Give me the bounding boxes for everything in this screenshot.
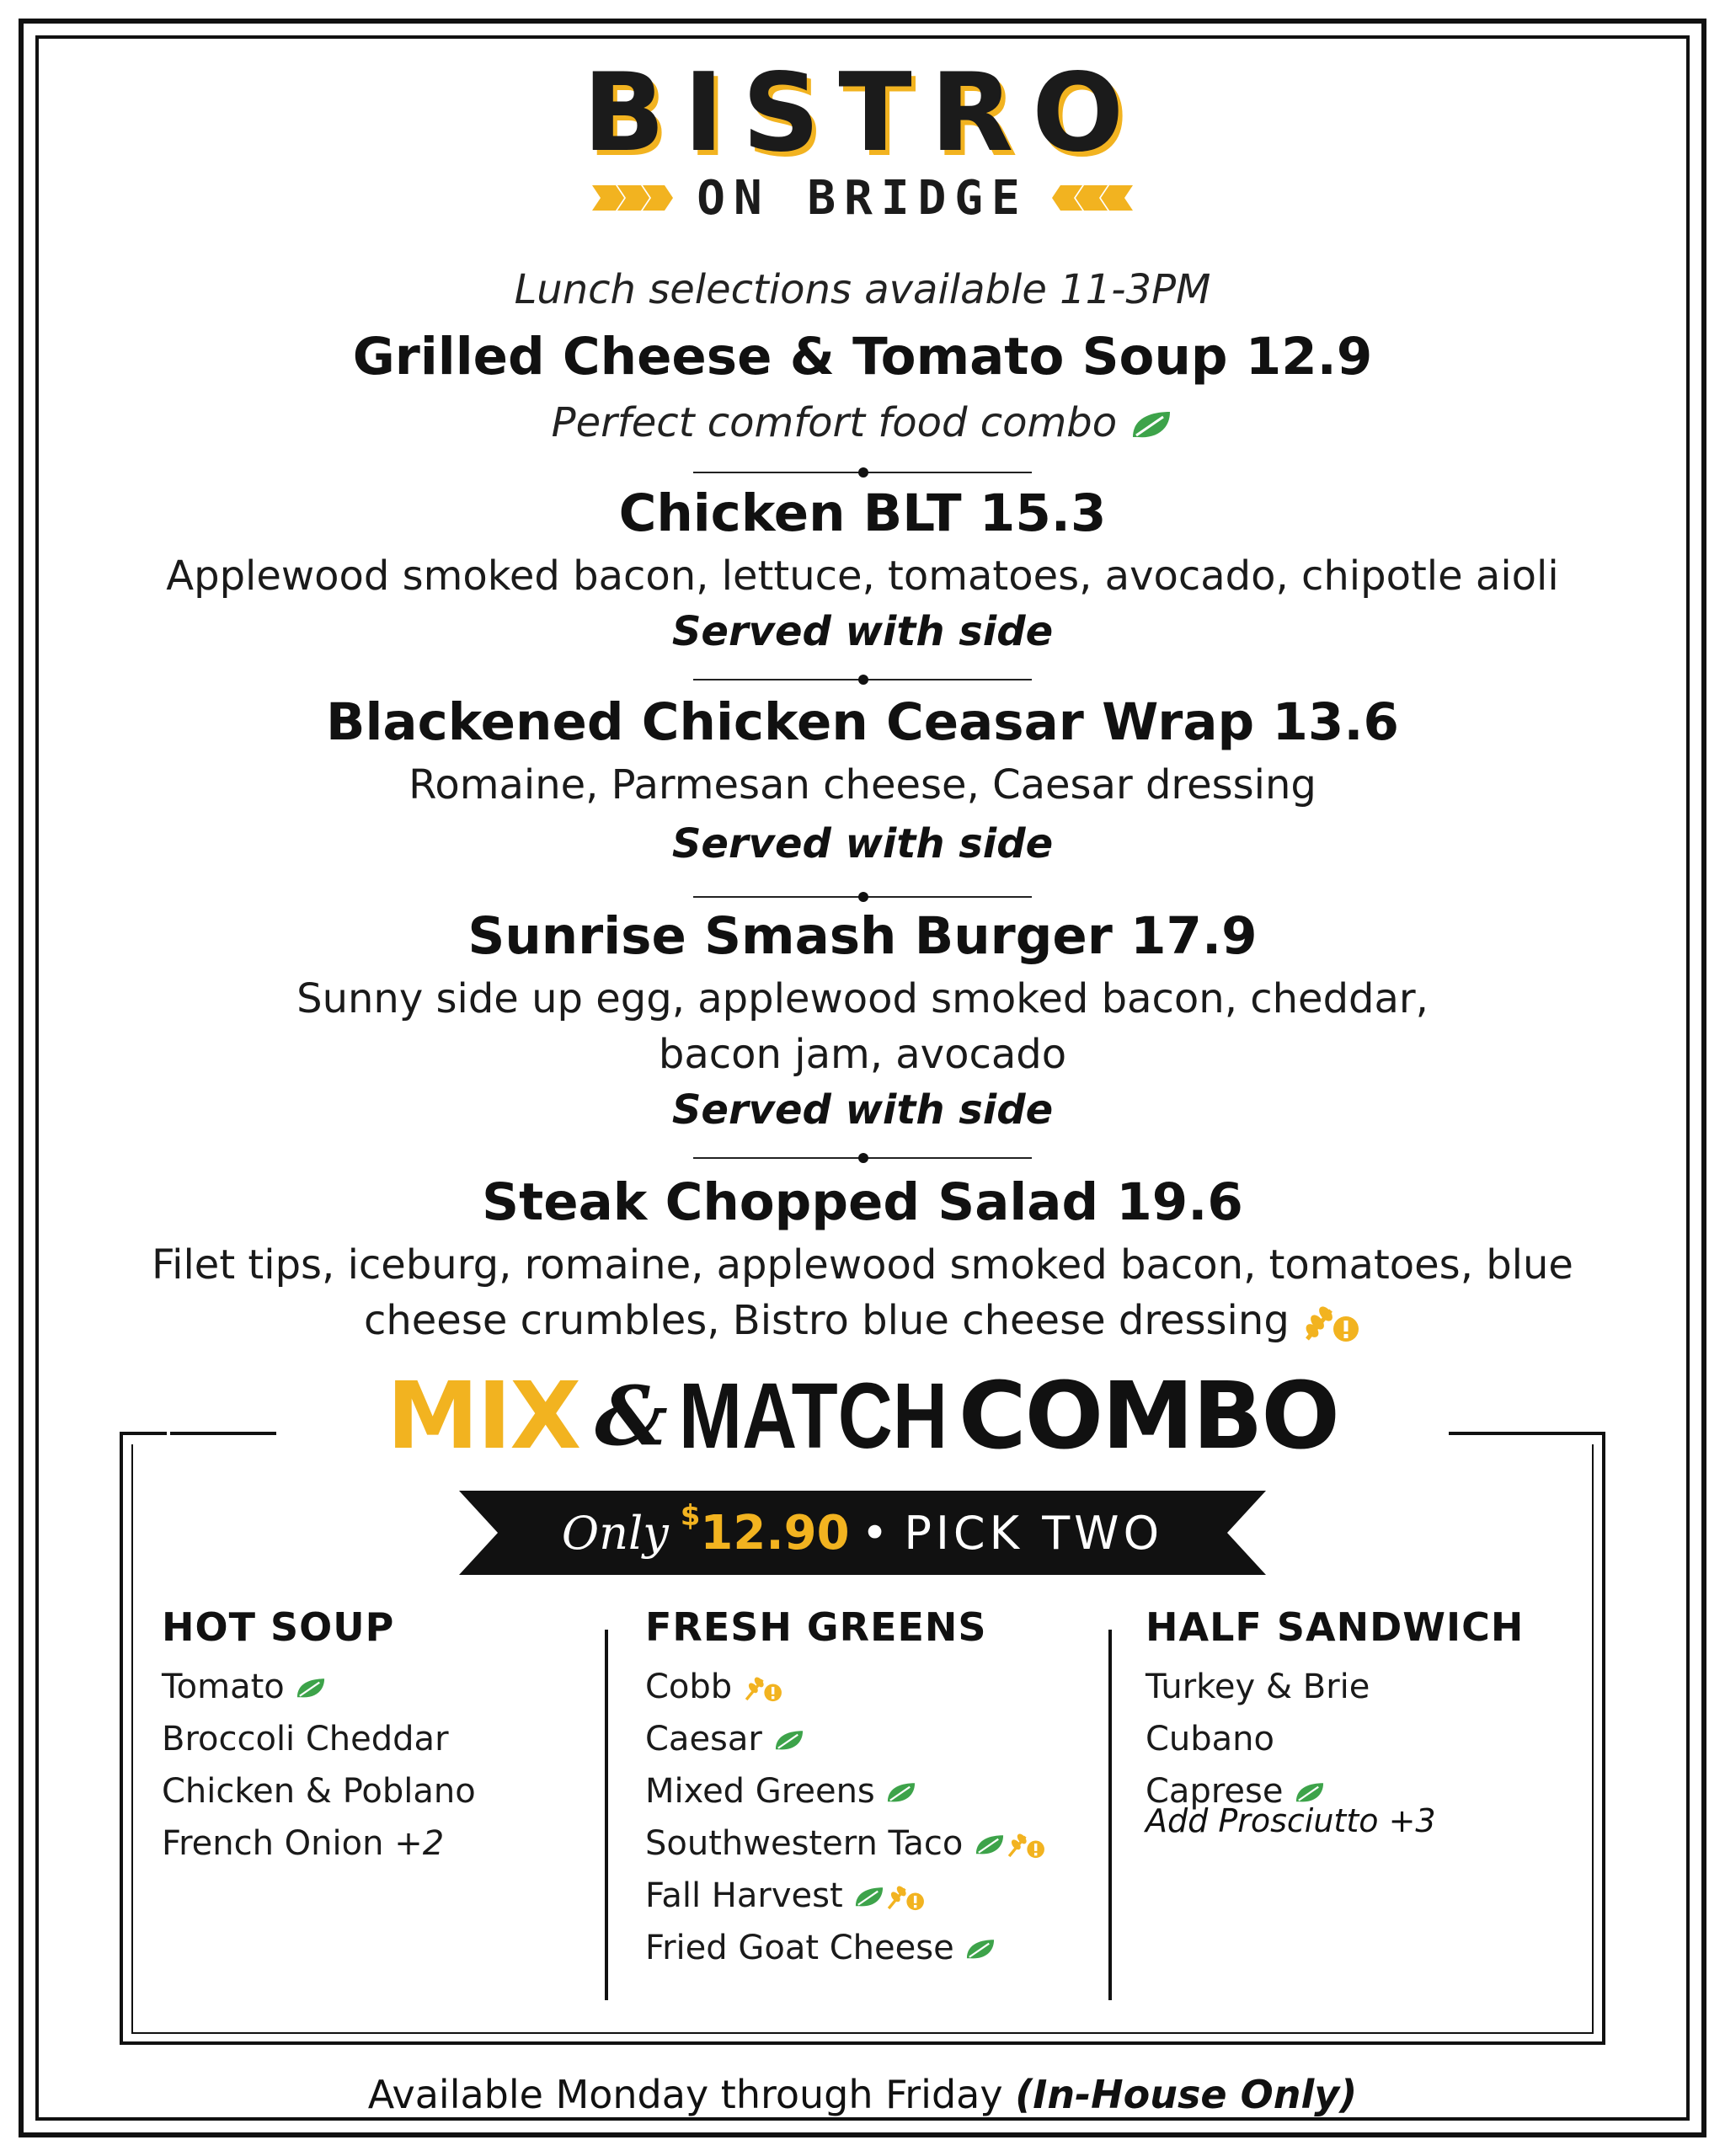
- leaf-icon: [295, 1676, 327, 1701]
- item-desc: cheese crumbles, Bistro blue cheese dressing: [363, 1297, 1290, 1344]
- item-desc: Filet tips, iceburg, romaine, applewood smoked bacon, tomatoes, blue: [152, 1241, 1573, 1289]
- banner-dot: •: [861, 1506, 893, 1560]
- column-heading-half-sandwich: HALF SANDWICH: [1146, 1604, 1525, 1650]
- combo-mix: MIX: [387, 1362, 580, 1470]
- half-sandwich-list: [1146, 1661, 1370, 1817]
- list-item: Caprese: [1146, 1765, 1370, 1817]
- column-heading-hot-soup: HOT SOUP: [162, 1604, 395, 1650]
- item-desc-row: [0, 1297, 1725, 1344]
- item-title: Blackened Chicken Ceasar Wrap 13.6: [326, 692, 1399, 752]
- leaf-icon: [773, 1728, 805, 1753]
- item-desc: Applewood smoked bacon, lettuce, tomatoes, avocado, chipotle aioli: [166, 552, 1559, 600]
- item-desc: Sunny side up egg, applewood smoked bacon, cheddar,: [296, 975, 1429, 1022]
- leaf-icon: [853, 1885, 885, 1910]
- wheat-left-icon: [592, 177, 673, 219]
- combo-amp: &: [595, 1368, 668, 1464]
- fresh-greens-list: [645, 1661, 1046, 1974]
- divider: [693, 1157, 1032, 1159]
- divider: [693, 896, 1032, 898]
- item-side-note: Served with side: [671, 608, 1054, 655]
- list-item: Turkey & Brie: [1146, 1668, 1370, 1706]
- wheat-right-icon: [1052, 177, 1133, 219]
- gluten-warning-icon: [743, 1673, 783, 1704]
- leaf-icon: [885, 1780, 917, 1806]
- column-heading-fresh-greens: FRESH GREENS: [645, 1604, 987, 1650]
- item-title: Steak Chopped Salad 19.6: [482, 1172, 1243, 1232]
- column-separator: [1108, 1630, 1112, 2000]
- item-title: Grilled Cheese & Tomato Soup 12.9: [352, 327, 1373, 387]
- list-item: French Onion +2: [162, 1824, 445, 1863]
- leaf-icon: [964, 1937, 996, 1962]
- list-item: Chicken & Poblano: [162, 1772, 476, 1811]
- upcharge: +2: [394, 1824, 445, 1863]
- combo-title: [0, 1362, 1725, 1470]
- list-item: Tomato: [162, 1661, 476, 1713]
- footer-emphasis: (In-House Only): [1015, 2072, 1358, 2117]
- gluten-warning-icon: [1302, 1302, 1361, 1344]
- list-item: Southwestern Taco: [645, 1817, 1046, 1870]
- brand-name: BISTRO: [582, 51, 1143, 176]
- divider: [693, 472, 1032, 473]
- item-desc-row: [0, 399, 1725, 446]
- brand-subtitle-row: [0, 168, 1725, 227]
- brand-sub: ON BRIDGE: [697, 170, 1028, 226]
- list-item: Fall Harvest: [645, 1870, 1046, 1922]
- gluten-warning-icon: [1006, 1830, 1046, 1860]
- list-item: Mixed Greens: [645, 1765, 1046, 1817]
- hot-soup-list: [162, 1661, 476, 1870]
- item-title: Sunrise Smash Burger 17.9: [467, 906, 1258, 966]
- footer-text: Available Monday through Friday: [367, 2072, 1003, 2117]
- item-desc: Romaine, Parmesan cheese, Caesar dressing: [409, 761, 1316, 808]
- leaf-icon: [974, 1833, 1006, 1858]
- list-item: Caesar: [645, 1713, 1046, 1765]
- combo-combo: COMBO: [958, 1362, 1338, 1470]
- item-title: Chicken BLT 15.3: [618, 483, 1107, 543]
- footer-note: [0, 2072, 1725, 2117]
- item-desc: bacon jam, avocado: [658, 1031, 1067, 1078]
- gluten-warning-icon: [885, 1882, 926, 1913]
- combo-match: MATCH: [678, 1364, 948, 1468]
- list-item: Broccoli Cheddar: [162, 1720, 449, 1758]
- lunch-hours: Lunch selections available 11-3PM: [514, 266, 1211, 313]
- addon-note: Add Prosciutto +3: [1146, 1802, 1436, 1839]
- list-item: Cobb: [645, 1661, 1046, 1713]
- column-separator: [605, 1630, 608, 2000]
- leaf-icon: [1130, 408, 1173, 442]
- item-desc: Perfect comfort food combo: [551, 399, 1118, 446]
- item-side-note: Served with side: [671, 1086, 1054, 1134]
- divider: [693, 679, 1032, 680]
- banner-price: $12.90: [680, 1498, 850, 1561]
- list-item: Cubano: [1146, 1720, 1275, 1758]
- banner-pick: PICK TWO: [904, 1506, 1164, 1560]
- price-banner-text: [459, 1491, 1266, 1575]
- banner-only: Only: [561, 1506, 669, 1560]
- item-side-note: Served with side: [671, 820, 1054, 867]
- list-item: Fried Goat Cheese: [645, 1922, 1046, 1974]
